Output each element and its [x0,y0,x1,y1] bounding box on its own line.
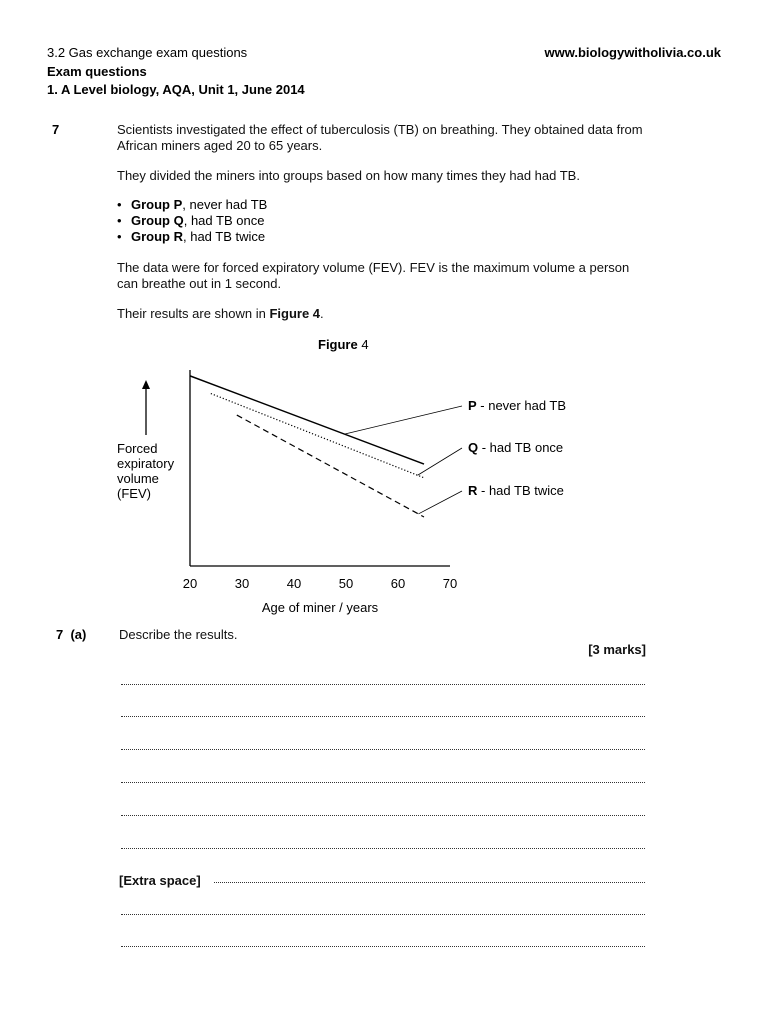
grouping-text: They divided the miners into groups based on how many times they had had TB. [117,168,580,183]
answer-line-1[interactable] [121,684,645,685]
answer-line-4[interactable] [121,782,645,783]
y-label-line: volume [117,471,159,486]
answer-line-6[interactable] [121,848,645,849]
fev-text: The data were for forced expiratory volume (FEV). FEV is the maximum volume a person can breathe out in 1 second. [117,260,630,291]
x-ticks [183,576,457,591]
answer-line-2[interactable] [121,716,645,717]
marks-label: [3 marks] [588,642,646,657]
part-a-number: 7 (a) [56,627,87,642]
x-axis-label: Age of miner / years [261,600,379,615]
extra-line-2[interactable] [121,914,645,915]
x-tick-label: 70 [442,576,458,591]
chart-title: Figure 4 [318,337,369,352]
question-intro: Scientists investigated the effect of tuberculosis (TB) on breathing. They obtained data from African miners aged 20 to 65 years. [117,122,643,153]
extra-line-3[interactable] [121,946,645,947]
x-tick-label: 60 [390,576,406,591]
x-tick-label: 40 [286,576,302,591]
series-line-Q [211,394,424,478]
group-list [117,197,267,245]
y-label-line: (FEV) [117,486,151,501]
answer-line-3[interactable] [121,749,645,750]
series-label-P: P - never had TB [468,398,567,413]
leader-line-R [418,491,462,514]
answer-line-5[interactable] [121,815,645,816]
extra-space-label: [Extra space] [119,873,201,888]
x-tick-label: 50 [338,576,354,591]
series-line-R [237,415,424,517]
series-group [190,376,566,517]
series-label-R: R - had TB twice [468,483,564,498]
leader-line-P [344,406,462,434]
x-tick-label: 20 [182,576,198,591]
section-heading: Exam questions [47,64,147,79]
results-text: Their results are shown in Figure 4. [117,306,324,321]
series-label-Q: Q - had TB once [468,440,564,455]
y-label-line: expiratory [117,456,175,471]
source-heading: 1. A Level biology, AQA, Unit 1, June 2014 [47,82,305,97]
series-line-P [190,376,424,464]
doc-title: 3.2 Gas exchange exam questions [47,45,248,60]
question-number: 7 [52,122,60,137]
list-item: • Group Q, had TB once [117,213,267,229]
leader-line-Q [418,448,462,475]
list-item: • Group P, never had TB [117,197,267,213]
list-item: • Group R, had TB twice [117,229,267,245]
extra-line-1[interactable] [214,882,645,883]
figure-4-chart [0,330,768,630]
y-axis-label [117,441,175,501]
part-a-prompt: Describe the results. [119,627,238,642]
y-label-line: Forced [117,441,158,456]
x-tick-label: 30 [234,576,250,591]
website-url[interactable]: www.biologywitholivia.co.uk [544,45,721,60]
y-arrow-head [142,380,150,389]
